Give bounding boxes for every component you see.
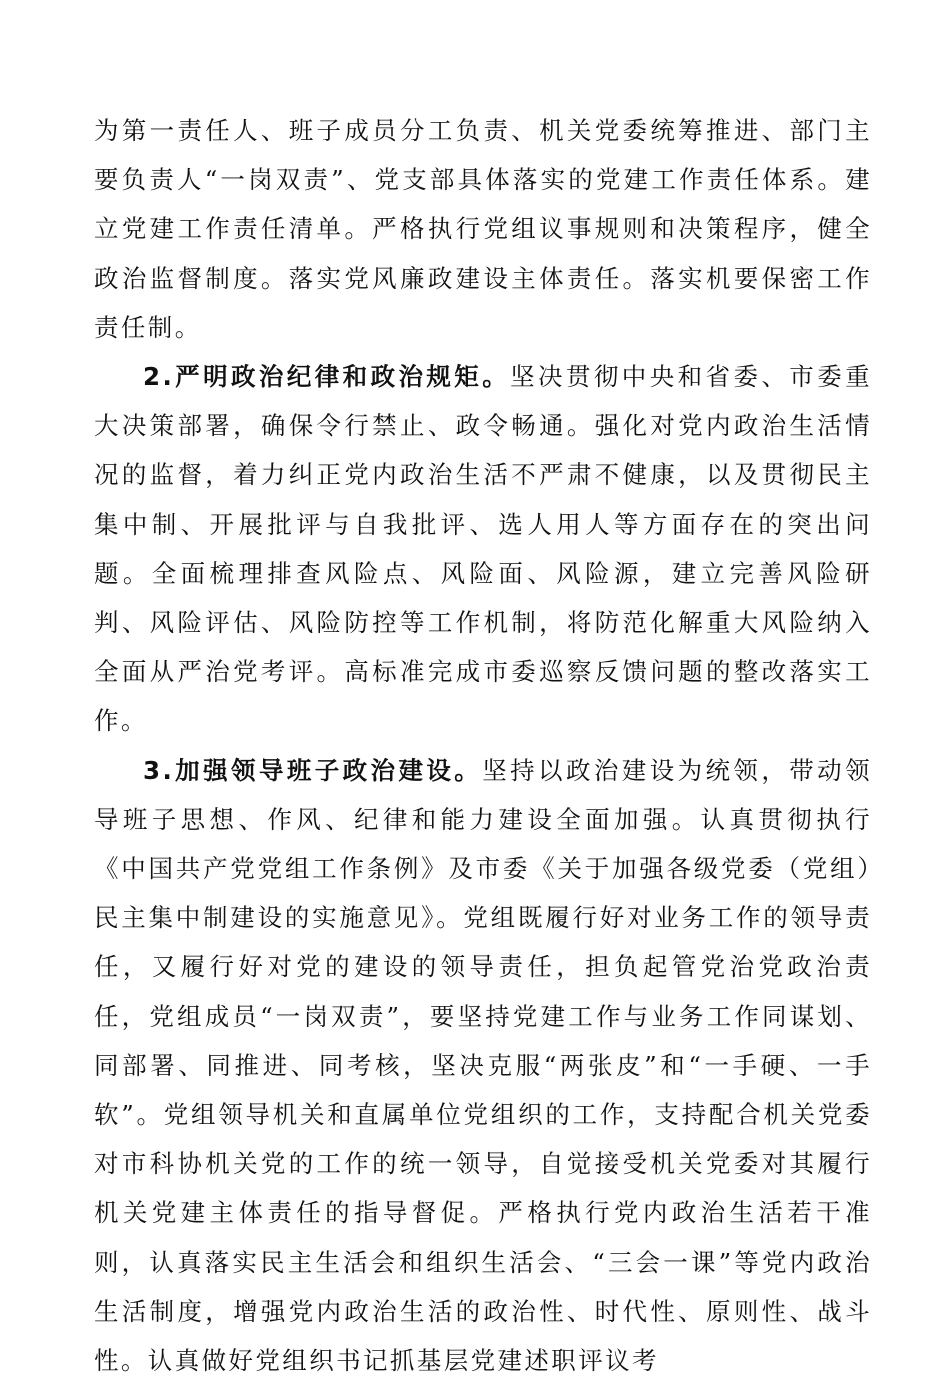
paragraph-continuation xyxy=(94,106,872,352)
document-body xyxy=(94,106,872,1385)
paragraph-text: 为第一责任人、班子成员分工负责、机关党委统筹推进、部门主要负责人“一岗双责”、党支部具体落实的党建工作责任体系。建立党建工作责任清单。严格执行党组议事规则和决策程序，健全政治监督制度。落实党风廉政建设主体责任。落实机要保密工作责任制。 xyxy=(94,116,872,342)
paragraph-text: 坚持以政治建设为统领，带动领导班子思想、作风、纪律和能力建设全面加强。认真贯彻执行《中国共产党党组工作条例》及市委《关于加强各级党委（党组）民主集中制建设的实施意见》。党组既履行好对业务工作的领导责任，又履行好对党的建设的领导责任，担负起管党治党政治责任，党组成员“一岗双责”，要坚持党建工作与业务工作同谋划、同部署、同推进、同考核，坚决克服“两张皮”和“一手硬、一手软”。党组领导机关和直属单位党组织的工作，支持配合机关党委对市科协机关党的工作的统一领导，自觉接受机关党委对其履行机关党建主体责任的指导督促。严格执行党内政治生活若干准则，认真落实民主生活会和组织生活会、“三会一课”等党内政治生活制度，增强党内政治生活的政治性、时代性、原则性、战斗性。认真做好党组织书记抓基层党建述职评议考 xyxy=(94,755,872,1376)
paragraph-leadership-building xyxy=(94,746,872,1385)
paragraph-heading: 3.加强领导班子政治建设。 xyxy=(143,755,483,785)
paragraph-political-discipline xyxy=(94,352,872,746)
paragraph-text: 坚决贯彻中央和省委、市委重大决策部署，确保令行禁止、政令畅通。强化对党内政治生活情况的监督，着力纠正党内政治生活不严肃不健康，以及贯彻民主集中制、开展批评与自我批评、选人用人等方面存在的突出问题。全面梳理排查风险点、风险面、风险源，建立完善风险研判、风险评估、风险防控等工作机制，将防范化解重大风险纳入全面从严治党考评。高标准完成市委巡察反馈问题的整改落实工作。 xyxy=(94,362,873,736)
paragraph-heading: 2.严明政治纪律和政治规矩。 xyxy=(143,362,511,392)
